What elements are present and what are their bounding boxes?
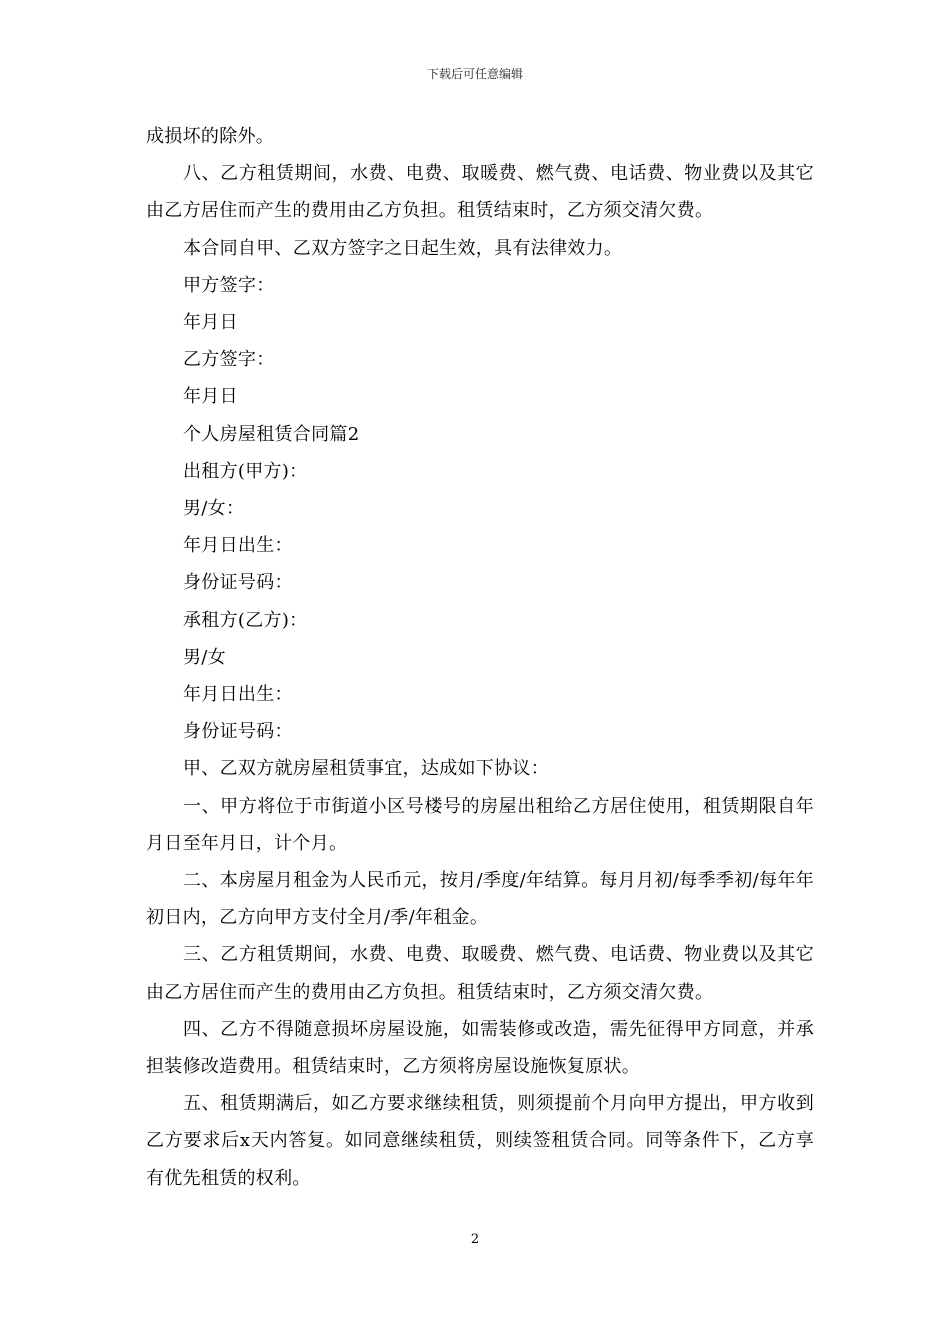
clause: 三、乙方租赁期间，水费、电费、取暖费、燃气费、电话费、物业费以及其它由乙方居住而产生的费用由乙方负担。租赁结束时，乙方须交清欠费。 (146, 944, 814, 1003)
field-birthdate: 年月日出生： (183, 535, 293, 557)
page-number: 2 (470, 1232, 480, 1247)
signature-line-party-b: 乙方签字： (183, 349, 275, 371)
clause: 二、本房屋月租金为人民币元，按月/季度/年结算。每月月初/每季季初/每年年初日内，乙方向甲方支付全月/季/年租金。 (146, 870, 814, 929)
field-id-number: 身份证号码： (183, 721, 293, 743)
paragraph: 甲、乙双方就房屋租赁事宜，达成如下协议： (183, 758, 549, 780)
page-header-note: 下载后可任意编辑 (426, 67, 523, 81)
section-title: 个人房屋租赁合同篇2 (183, 423, 360, 445)
signature-line-party-a: 甲方签字： (183, 274, 275, 296)
field-id-number: 身份证号码： (183, 572, 293, 594)
clause: 四、乙方不得随意损坏房屋设施，如需装修或改造，需先征得甲方同意，并承担装修改造费用。租赁结束时，乙方须将房屋设施恢复原状。 (146, 1018, 814, 1078)
field-lessor: 出租方(甲方)： (183, 460, 308, 482)
clause: 一、甲方将位于市街道小区号楼号的房屋出租给乙方居住使用，租赁期限自年月日至年月日，计个月。 (146, 795, 814, 854)
document-body (146, 118, 814, 1197)
paragraph: 本合同自甲、乙双方签字之日起生效，具有法律效力。 (183, 237, 623, 259)
field-lessee: 承租方(乙方)： (183, 609, 308, 631)
field-gender: 男/女： (183, 498, 245, 520)
date-line: 年月日 (183, 312, 238, 334)
clause: 五、租赁期满后，如乙方要求继续租赁，则须提前个月向甲方提出，甲方收到乙方要求后x天内答复。如同意继续租赁，则续签租赁合同。同等条件下，乙方享有优先租赁的权利。 (146, 1093, 814, 1189)
field-birthdate: 年月日出生： (183, 684, 293, 706)
field-gender: 男/女 (183, 646, 226, 668)
paragraph: 八、乙方租赁期间，水费、电费、取暖费、燃气费、电话费、物业费以及其它由乙方居住而产生的费用由乙方负担。租赁结束时，乙方须交清欠费。 (146, 163, 814, 222)
paragraph: 成损坏的除外。 (146, 126, 275, 147)
date-line: 年月日 (183, 386, 238, 408)
